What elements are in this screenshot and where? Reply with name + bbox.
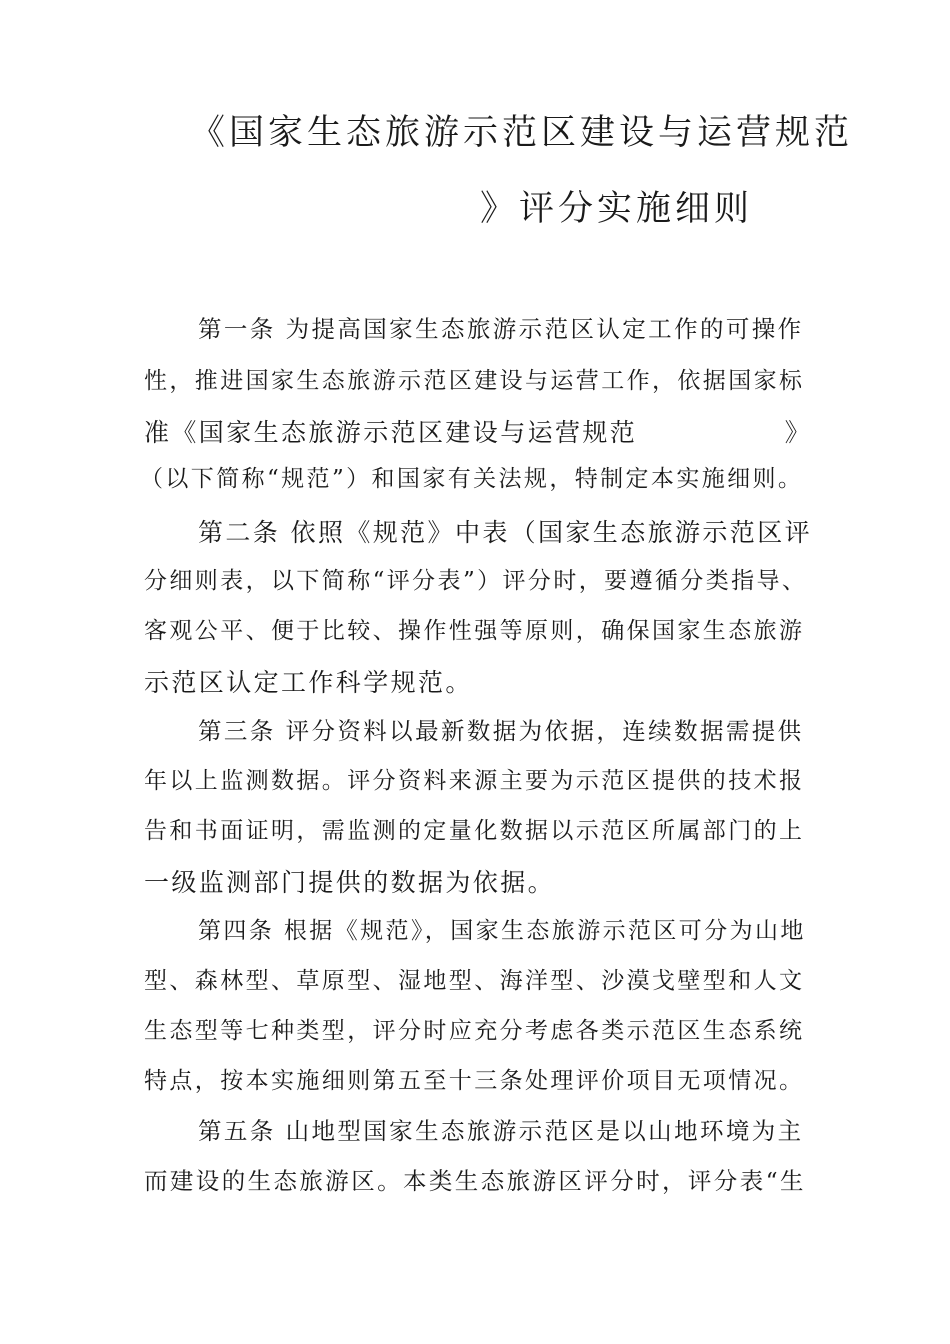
paragraph-line: 一级监测部门提供的数据为依据。 bbox=[144, 868, 556, 897]
paragraph-line-segment: 准《国家生态旅游示范区建设与运营规范 bbox=[144, 418, 638, 447]
paragraph-line: 第一条 为提高国家生态旅游示范区认定工作的可操作 bbox=[198, 315, 804, 343]
paragraph-line: 年以上监测数据。评分资料来源主要为示范区提供的技术报 bbox=[144, 768, 805, 794]
paragraph-line: 型、森林型、草原型、湿地型、海洋型、沙漠戈壁型和人文 bbox=[144, 968, 805, 994]
document-title-line-1: 《国家生态旅游示范区建设与运营规范 bbox=[190, 113, 854, 153]
paragraph-line-segment: 第二条 依照《规范》中表 bbox=[198, 518, 510, 547]
paragraph-line: 而建设的生态旅游区。本类生态旅游区评分时，评分表“生 bbox=[144, 1167, 806, 1195]
paragraph-line: 第四条 根据《规范》，国家生态旅游示范区可分为山地 bbox=[198, 918, 806, 944]
paragraph-line: 生态型等七种类型，评分时应充分考虑各类示范区生态系统 bbox=[144, 1018, 805, 1044]
paragraph-line-segment: （国家生态旅游示范区评 bbox=[510, 518, 812, 547]
paragraph-line: 示范区认定工作科学规范。 bbox=[144, 668, 473, 697]
paragraph-line: 第五条 山地型国家生态旅游示范区是以山地环境为主 bbox=[198, 1117, 804, 1145]
paragraph-line: （以下简称“规范”）和国家有关法规，特制定本实施细则。 bbox=[140, 466, 804, 492]
paragraph-line: 性，推进国家生态旅游示范区建设与运营工作，依据国家标 bbox=[144, 368, 805, 394]
paragraph-line: 特点，按本实施细则第五至十三条处理评价项目无项情况。 bbox=[144, 1068, 805, 1094]
paragraph-line: 分细则表，以下简称“评分表”）评分时，要遵循分类指导、 bbox=[144, 568, 808, 594]
paragraph-line bbox=[144, 420, 812, 445]
paragraph-line: 告和书面证明，需监测的定量化数据以示范区所属部门的上 bbox=[144, 818, 805, 844]
document-title-line-2: 》评分实施细则 bbox=[480, 189, 754, 229]
paragraph-line-segment: 》 bbox=[784, 418, 812, 447]
paragraph-line: 客观公平、便于比较、操作性强等原则，确保国家生态旅游 bbox=[144, 618, 805, 644]
paragraph-line: 第三条 评分资料以最新数据为依据，连续数据需提供 bbox=[198, 717, 804, 745]
paragraph-line bbox=[198, 520, 812, 545]
